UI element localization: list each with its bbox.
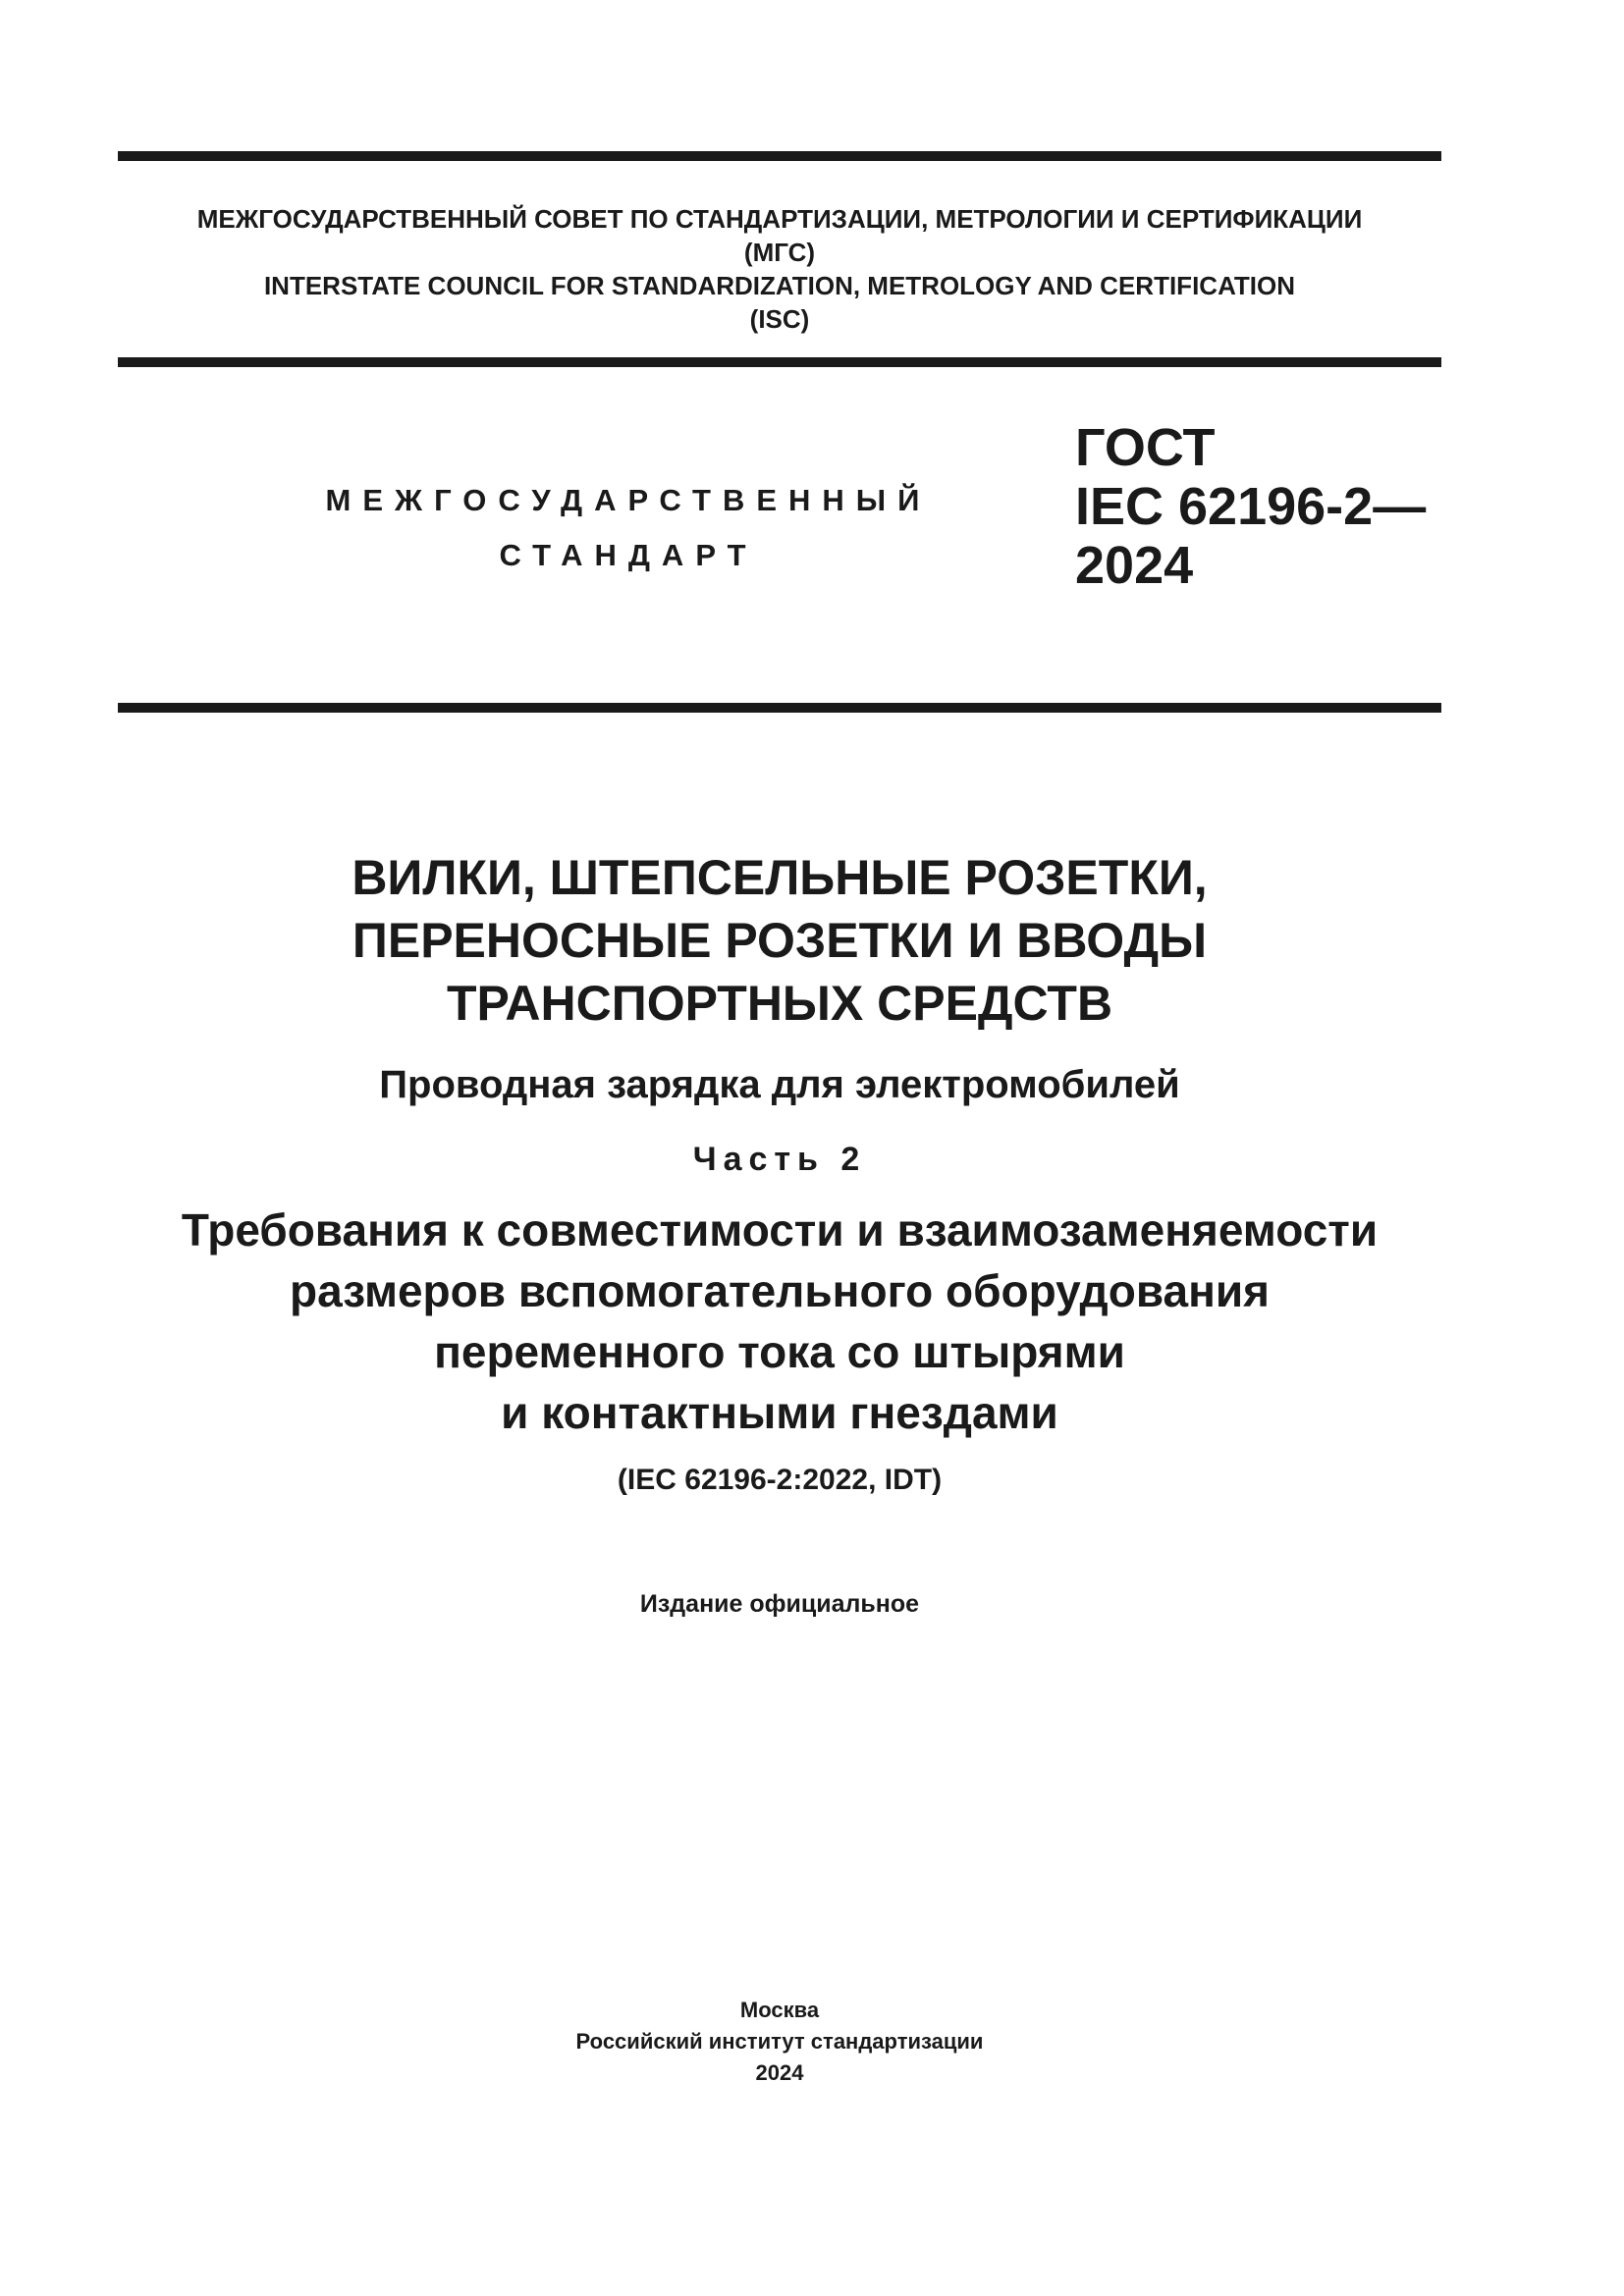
part-number (98, 1139, 1461, 1180)
council-abbr-en: (ISC) (749, 304, 810, 334)
header-bottom-rule (118, 703, 1441, 713)
top-rule (118, 151, 1441, 161)
standard-kind-line1: МЕЖГОСУДАРСТВЕННЫЙ (325, 483, 932, 517)
council-abbr-ru: (МГС) (743, 238, 816, 267)
part-title-line: переменного тока со штырями (434, 1326, 1125, 1377)
designation-line1: ГОСТ (1075, 418, 1216, 477)
publisher-block (98, 1995, 1461, 2089)
edition-label (98, 1588, 1461, 1620)
subtitle-text: Проводная зарядка для электромобилей (379, 1063, 1180, 1106)
standard-kind (295, 473, 962, 583)
publisher-year: 2024 (755, 2060, 804, 2085)
part-title-line: и контактными гнездами (501, 1387, 1058, 1438)
standard-designation (1075, 418, 1426, 595)
part-title (98, 1200, 1461, 1443)
document-subtitle (98, 1060, 1461, 1109)
title-line: ПЕРЕНОСНЫЕ РОЗЕТКИ И ВВОДЫ (352, 913, 1208, 968)
designation-line3: 2024 (1075, 536, 1194, 595)
council-name-en: INTERSTATE COUNCIL FOR STANDARDIZATION, METROLOGY AND CERTIFICATION (263, 271, 1296, 300)
title-line: ТРАНСПОРТНЫХ СРЕДСТВ (446, 976, 1113, 1031)
equivalence-text: (IEC 62196-2:2022, IDT) (617, 1464, 943, 1496)
council-bottom-rule (118, 357, 1441, 367)
standard-kind-line2: СТАНДАРТ (499, 538, 758, 572)
equivalence-note (98, 1461, 1461, 1500)
part-text: Часть 2 (692, 1141, 867, 1178)
title-line: ВИЛКИ, ШТЕПСЕЛЬНЫЕ РОЗЕТКИ, (352, 850, 1208, 905)
part-title-line: Требования к совместимости и взаимозаменяемости (181, 1204, 1379, 1255)
designation-line2: IEC 62196-2— (1075, 477, 1427, 536)
publisher-institute: Российский институт стандартизации (575, 2029, 984, 2054)
council-header (118, 202, 1441, 336)
publisher-city: Москва (739, 1998, 820, 2022)
council-name-ru: МЕЖГОСУДАРСТВЕННЫЙ СОВЕТ ПО СТАНДАРТИЗАЦИИ, МЕТРОЛОГИИ И СЕРТИФИКАЦИИ (196, 204, 1363, 234)
edition-text: Издание официальное (639, 1590, 920, 1618)
document-title (98, 846, 1461, 1035)
part-title-line: размеров вспомогательного оборудования (289, 1265, 1270, 1316)
